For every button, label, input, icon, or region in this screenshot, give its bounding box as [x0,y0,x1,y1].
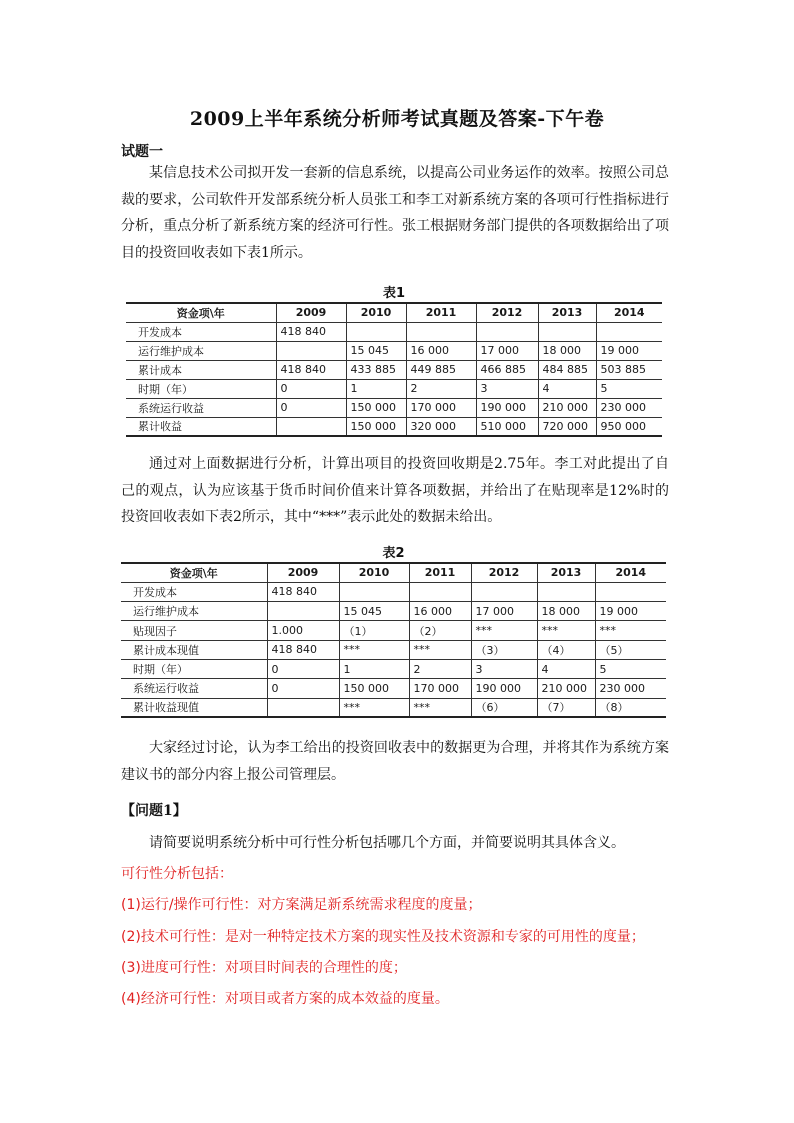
question-text: 请简要说明系统分析中可行性分析包括哪几个方面，并简要说明其具体含义。 [149,835,625,851]
row-label: 时期（年） [126,379,276,398]
table-header-row [121,563,666,582]
table-cell: 0 [276,398,346,417]
conclusion-paragraph: 大家经过讨论，认为李工给出的投资回收表中的数据更为合理，并将其作为系统方案建议书的部分内容上报公司管理层。 [121,740,669,783]
table-cell: 16 000 [406,341,476,360]
row-label: 累计成本现值 [121,640,267,659]
table-cell: 210 000 [537,679,595,698]
table-cell: 418 840 [267,640,339,659]
table-cell: （2） [409,621,471,640]
table-cell [409,582,471,601]
table-cell: 18 000 [537,602,595,621]
table-cell: 3 [476,379,538,398]
table-cell [471,582,537,601]
table-cell: 170 000 [409,679,471,698]
row-label: 系统运行收益 [126,398,276,417]
table-cell [346,322,406,341]
table-cell: 1.000 [267,621,339,640]
row-label: 累计收益现值 [121,698,267,717]
table-row [121,698,666,717]
table-cell: 15 045 [346,341,406,360]
column-header: 2011 [409,563,471,582]
column-header: 2012 [476,303,538,322]
table-cell: 1 [339,659,409,678]
row-label: 累计收益 [126,417,276,436]
table-cell: 150 000 [346,398,406,417]
column-header: 资金项\年 [121,563,267,582]
table-cell: （3） [471,640,537,659]
table-cell [476,322,538,341]
table-cell: 3 [471,659,537,678]
table-cell: 0 [267,659,339,678]
column-header: 2013 [537,563,595,582]
table-cell: （7） [537,698,595,717]
column-header: 2014 [595,563,666,582]
table-cell: 15 045 [339,602,409,621]
table-row [121,602,666,621]
table-row [126,398,662,417]
table-row [126,360,662,379]
table-cell: 510 000 [476,417,538,436]
table-cell [538,322,596,341]
question-heading: 【问题1】 [121,803,187,819]
table-cell: （1） [339,621,409,640]
table-cell [595,582,666,601]
table-row [121,582,666,601]
table-cell: *** [595,621,666,640]
column-header: 资金项\年 [126,303,276,322]
table-cell: 433 885 [346,360,406,379]
table-cell: （6） [471,698,537,717]
table-cell: 418 840 [276,322,346,341]
section-heading: 试题一 [121,144,163,160]
table-cell: 230 000 [595,679,666,698]
table-cell: 150 000 [339,679,409,698]
table-row [126,322,662,341]
table-cell [537,582,595,601]
intro-paragraph: 某信息技术公司拟开发一套新的信息系统，以提高公司业务运作的效率。按照公司总裁的要求，公司软件开发部系统分析人员张工和李工对新系统方案的各项可行性指标进行分析，重点分析了新系统方案的经济可行性。张工根据财务部门提供的各项数据给出了项目的投资回收表如下表1所示。 [121,165,669,261]
analysis-paragraph: 通过对上面数据进行分析，计算出项目的投资回收期是2.75年。李工对此提出了自己的观点，认为应该基于货币时间价值来计算各项数据，并给出了在贴现率是12%时的投资回收表如下表2所示，其中“***”表示此处的数据未给出。 [121,456,669,525]
table-cell: 0 [276,379,346,398]
table-cell: 150 000 [346,417,406,436]
table-cell: 210 000 [538,398,596,417]
column-header: 2013 [538,303,596,322]
table-row [121,640,666,659]
row-label: 时期（年） [121,659,267,678]
table-cell: 19 000 [596,341,662,360]
table-cell: *** [409,640,471,659]
table-row [121,679,666,698]
table-cell: 4 [538,379,596,398]
row-label: 贴现因子 [121,621,267,640]
table-cell [276,417,346,436]
table-cell: 4 [537,659,595,678]
table-cell: 503 885 [596,360,662,379]
table-header-row [126,303,662,322]
table-cell [339,582,409,601]
table-cell: 484 885 [538,360,596,379]
table-row [121,659,666,678]
table-row [126,417,662,436]
column-header: 2012 [471,563,537,582]
table-cell [406,322,476,341]
table-cell: 17 000 [471,602,537,621]
table-cell: 466 885 [476,360,538,379]
table-cell: （8） [595,698,666,717]
column-header: 2010 [339,563,409,582]
answer-line: (2)技术可行性：是对一种特定技术方案的现实性及技术资源和专家的可用性的度量； [121,929,645,945]
investment-return-table-2 [121,562,666,718]
table-cell: 2 [409,659,471,678]
table-row [121,621,666,640]
table-row [126,379,662,398]
table-cell: 720 000 [538,417,596,436]
column-header: 2010 [346,303,406,322]
row-label: 系统运行收益 [121,679,267,698]
table-cell: 19 000 [595,602,666,621]
row-label: 运行维护成本 [121,602,267,621]
table-cell: 17 000 [476,341,538,360]
table-1 [126,286,662,437]
table-cell: *** [537,621,595,640]
column-header: 2009 [276,303,346,322]
table-row [126,341,662,360]
table-cell [267,698,339,717]
answer-line: (1)运行/操作可行性：对方案满足新系统需求程度的度量； [121,897,482,913]
table-cell: 170 000 [406,398,476,417]
table-cell: *** [339,640,409,659]
table-cell: 18 000 [538,341,596,360]
table-2-caption: 表2 [382,546,405,561]
table-cell: 2 [406,379,476,398]
table-2 [121,546,666,718]
table-cell [267,602,339,621]
table-1-caption: 表1 [382,286,406,301]
row-label: 开发成本 [126,322,276,341]
table-cell: 418 840 [267,582,339,601]
column-header: 2014 [596,303,662,322]
answer-line: (4)经济可行性：对项目或者方案的成本效益的度量。 [121,991,449,1007]
table-cell [276,341,346,360]
table-cell: 5 [596,379,662,398]
column-header: 2009 [267,563,339,582]
answer-line: 可行性分析包括： [121,866,233,882]
table-cell: 190 000 [471,679,537,698]
table-cell: 1 [346,379,406,398]
table-cell: *** [409,698,471,717]
table-cell: 418 840 [276,360,346,379]
table-cell: *** [471,621,537,640]
answer-line: (3)进度可行性：对项目时间表的合理性的度； [121,960,407,976]
column-header: 2011 [406,303,476,322]
table-cell: 320 000 [406,417,476,436]
investment-return-table-1 [126,302,662,437]
table-cell: 190 000 [476,398,538,417]
table-cell: 16 000 [409,602,471,621]
row-label: 开发成本 [121,582,267,601]
table-cell: 0 [267,679,339,698]
table-cell: 5 [595,659,666,678]
row-label: 运行维护成本 [126,341,276,360]
table-cell: （4） [537,640,595,659]
table-cell [596,322,662,341]
table-cell: *** [339,698,409,717]
table-cell: 950 000 [596,417,662,436]
row-label: 累计成本 [126,360,276,379]
table-cell: （5） [595,640,666,659]
page-title: 2009上半年系统分析师考试真题及答案-下午卷 [189,108,605,130]
table-cell: 449 885 [406,360,476,379]
table-cell: 230 000 [596,398,662,417]
